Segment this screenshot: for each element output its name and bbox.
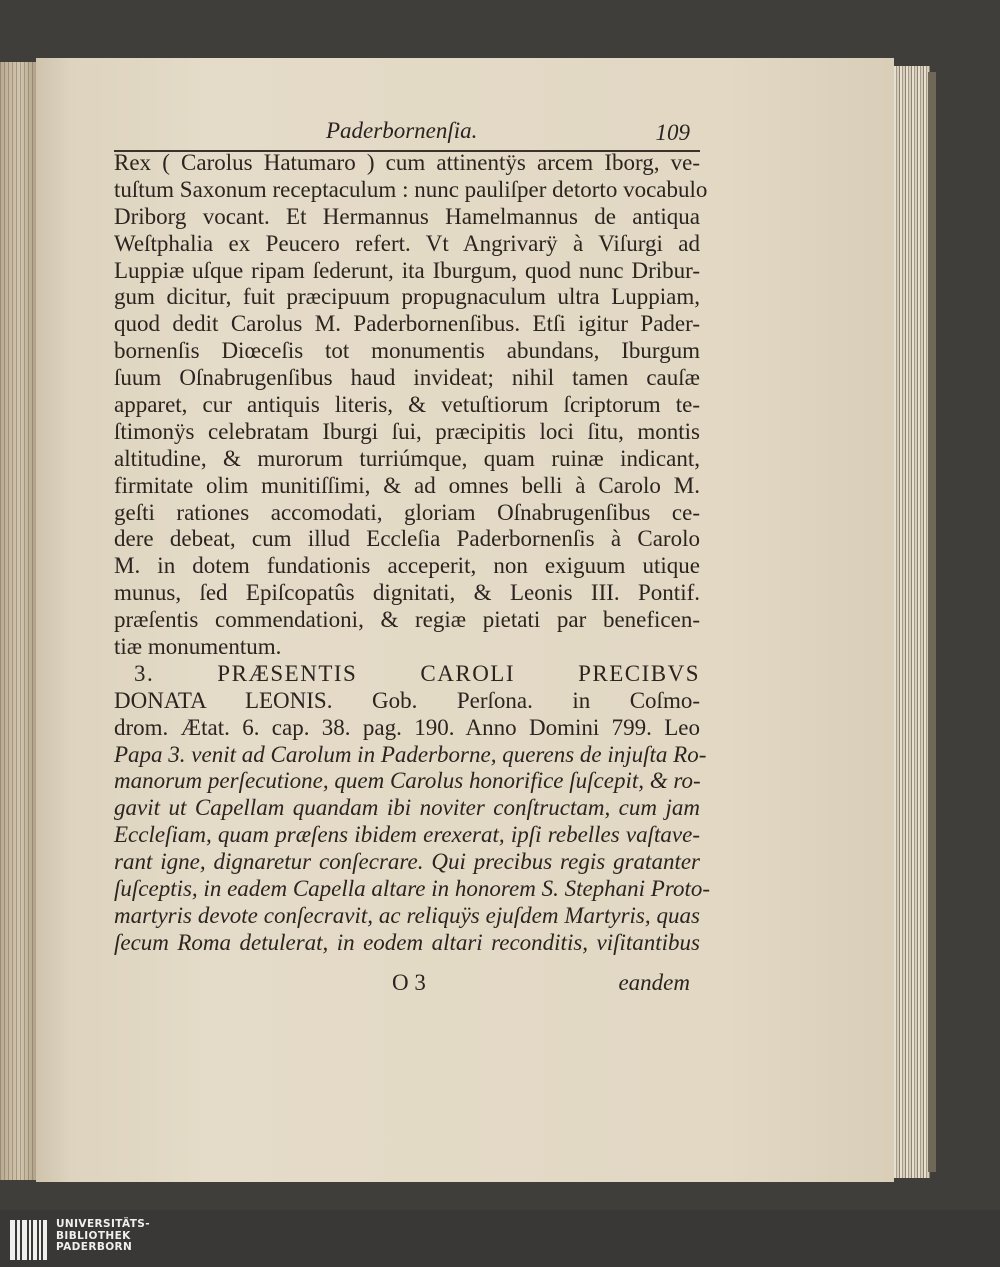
page-number: 109: [655, 120, 690, 145]
library-logo-icon: [8, 1218, 50, 1262]
text-line: geſti rationes accomodati, gloriam Oſnabrugenſibus ce-: [114, 499, 700, 525]
text-line: Luppiæ uſque ripam ſederunt, ita Iburgum, quod nunc Dribur-: [114, 257, 700, 283]
text-line: gum dicitur, fuit præcipuum propugnaculum ultra Luppiam,: [114, 284, 700, 310]
library-name-line: PADERBORN: [56, 1241, 133, 1253]
library-name-line: UNIVERSITÄTS-: [56, 1218, 151, 1230]
text-line: Eccleſiam, quam præſens ibidem erexerat, ipſi rebelles vaſtave-: [114, 822, 700, 848]
text-line: martyris devote conſecravit, ac reliquÿs ejuſdem Martyris, quas: [114, 902, 700, 928]
text-line: ſuum Oſnabrugenſibus haud invideat; nihil tamen cauſæ: [114, 365, 700, 391]
text-line: rant igne, dignaretur conſecrare. Qui precibus regis gratanter: [114, 849, 700, 875]
library-name: [56, 1219, 150, 1254]
page-block-shadow: [928, 72, 936, 1172]
page-footer: [114, 970, 700, 1000]
body-text: [114, 150, 711, 957]
text-line: gavit ut Capellam quandam ibi noviter conſtructam, cum jam: [114, 795, 700, 821]
text-line: altitudine, & murorum turriúmque, quam ruinæ indicant,: [114, 445, 700, 471]
text-line: dere debeat, cum illud Eccleſia Paderbornenſis à Carolo: [114, 526, 700, 552]
text-line: Weſtphalia ex Peucero refert. Vt Angrivarÿ à Viſurgi ad: [114, 230, 700, 256]
text-line: Driborg vocant. Et Hermannus Hamelmannus de antiqua: [114, 203, 700, 229]
text-line: ſtimonÿs celebratam Iburgi ſui, præcipitis loci ſitu, montis: [114, 418, 700, 444]
text-line: munus, ſed Epiſcopatûs dignitati, & Leonis III. Pontif.: [114, 580, 700, 606]
text-line: DONATA LEONIS. Gob. Perſona. in Coſmo-: [114, 687, 700, 713]
text-line: bornenſis Diœceſis tot monumentis abundans, Iburgum: [114, 338, 700, 364]
text-line: manorum perſecutione, quem Carolus honorifice ſuſcepit, & ro-: [114, 768, 701, 794]
text-line: Rex ( Carolus Hatumaro ) cum attinentÿs arcem Iborg, ve-: [114, 150, 700, 175]
catchword: eandem: [618, 970, 690, 995]
text-line: ſuſceptis, in eadem Capella altare in honorem S. Stephani Proto-: [114, 876, 711, 902]
page-header: [114, 118, 700, 154]
text-line: tuſtum Saxonum receptaculum : nunc pauliſper detorto vocabulo: [114, 176, 708, 202]
text-line: præſentis commendationi, & regiæ pietati par beneficen-: [114, 607, 700, 633]
text-line: quod dedit Carolus M. Paderbornenſibus. Etſi igitur Pader-: [114, 311, 700, 337]
text-line: Papa 3. venit ad Carolum in Paderborne, querens de injuſta Ro-: [114, 741, 707, 767]
text-line: apparet, cur antiquis literis, & vetuſtiorum ſcriptorum te-: [114, 392, 700, 418]
library-name-line: BIBLIOTHEK: [56, 1229, 131, 1242]
text-line: drom. Ætat. 6. cap. 38. pag. 190. Anno Domini 799. Leo: [114, 714, 700, 740]
running-head: Paderbornenſia.: [326, 118, 478, 143]
facing-page-leaves: [0, 62, 40, 1180]
text-line: M. in dotem fundationis acceperit, non exiguum utique: [114, 553, 700, 579]
text-line: firmitate olim munitiſſimi, & ad omnes belli à Carolo M.: [114, 472, 700, 498]
text-line: tiæ monumentum.: [114, 634, 282, 660]
section-heading: 3. PRÆSENTIS CAROLI PRECIBVS: [134, 660, 700, 686]
text-line: ſecum Roma detulerat, in eodem altari reconditis, viſitantibus: [114, 929, 700, 955]
signature-mark: O 3: [392, 970, 426, 995]
